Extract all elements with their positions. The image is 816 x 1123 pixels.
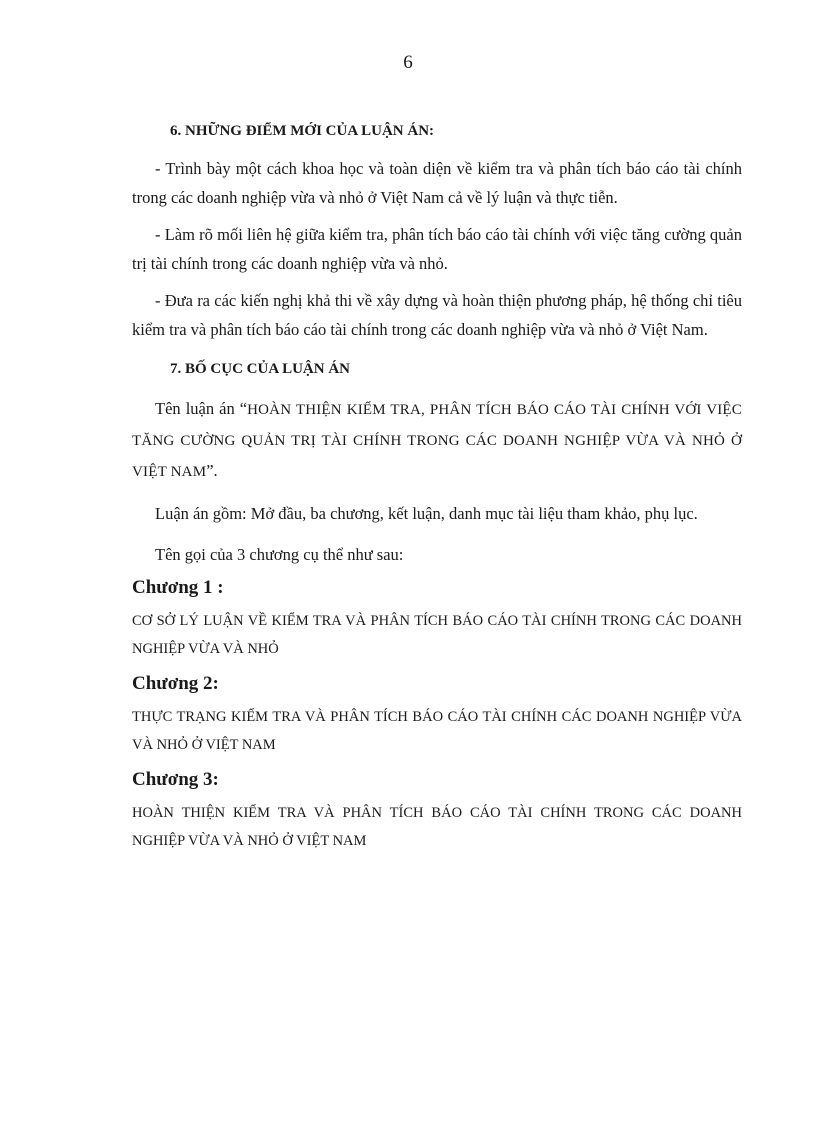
thesis-title-paragraph (132, 394, 742, 487)
thesis-title-suffix: ”. (206, 461, 218, 480)
chapter-2-label: Chương 2: (132, 673, 219, 694)
page-content (132, 120, 742, 855)
thesis-structure: Luận án gồm: Mở đầu, ba chương, kết luận, danh mục tài liệu tham khảo, phụ lục. (155, 504, 698, 523)
section-6-heading: 6. NHỮNG ĐIỂM MỚI CỦA LUẬN ÁN: (170, 123, 435, 139)
page-number: 6 (403, 52, 413, 73)
chapter-3-label: Chương 3: (132, 769, 219, 790)
section-6-item-2: - Làm rõ mối liên hệ giữa kiểm tra, phân tích báo cáo tài chính với việc tăng cường quản trị tài chính trong các doanh nghiệp vừa và nhỏ. (132, 225, 742, 273)
section-6-item-3: - Đưa ra các kiến nghị khả thi về xây dựng và hoàn thiện phương pháp, hệ thống chỉ tiêu kiểm tra và phân tích báo cáo tài chính trong các doanh nghiệp vừa và nhỏ ở Việt Nam. (132, 291, 742, 339)
section-7-heading: 7. BỐ CỤC CỦA LUẬN ÁN (170, 361, 351, 377)
chapter-1-title: CƠ SỞ LÝ LUẬN VỀ KIỂM TRA VÀ PHÂN TÍCH BÁO CÁO TÀI CHÍNH TRONG CÁC DOANH NGHIỆP VỪA VÀ NHỎ (132, 613, 742, 657)
chapter-3-title: HOÀN THIỆN KIỂM TRA VÀ PHÂN TÍCH BÁO CÁO TÀI CHÍNH TRONG CÁC DOANH NGHIỆP VỪA VÀ NHỎ Ở VIỆT NAM (132, 805, 742, 849)
section-6-item-1: - Trình bày một cách khoa học và toàn diện về kiểm tra và phân tích báo cáo tài chính trong các doanh nghiệp vừa và nhỏ ở Việt Nam cả về lý luận và thực tiễn. (132, 159, 742, 207)
chapters-intro: Tên gọi của 3 chương cụ thể như sau: (155, 545, 404, 564)
thesis-title: HOÀN THIỆN KIỂM TRA, PHÂN TÍCH BÁO CÁO TÀI CHÍNH VỚI VIỆC TĂNG CƯỜNG QUẢN TRỊ TÀI CHÍNH TRONG CÁC DOANH NGHIỆP VỪA VÀ NHỎ Ở VIỆT NAM (132, 402, 742, 480)
chapter-1-label: Chương 1 : (132, 577, 224, 598)
thesis-title-prefix: Tên luận án “ (155, 399, 248, 418)
chapter-2-title: THỰC TRẠNG KIỂM TRA VÀ PHÂN TÍCH BÁO CÁO TÀI CHÍNH CÁC DOANH NGHIỆP VỪA VÀ NHỎ Ở VIỆT NAM (132, 709, 742, 753)
